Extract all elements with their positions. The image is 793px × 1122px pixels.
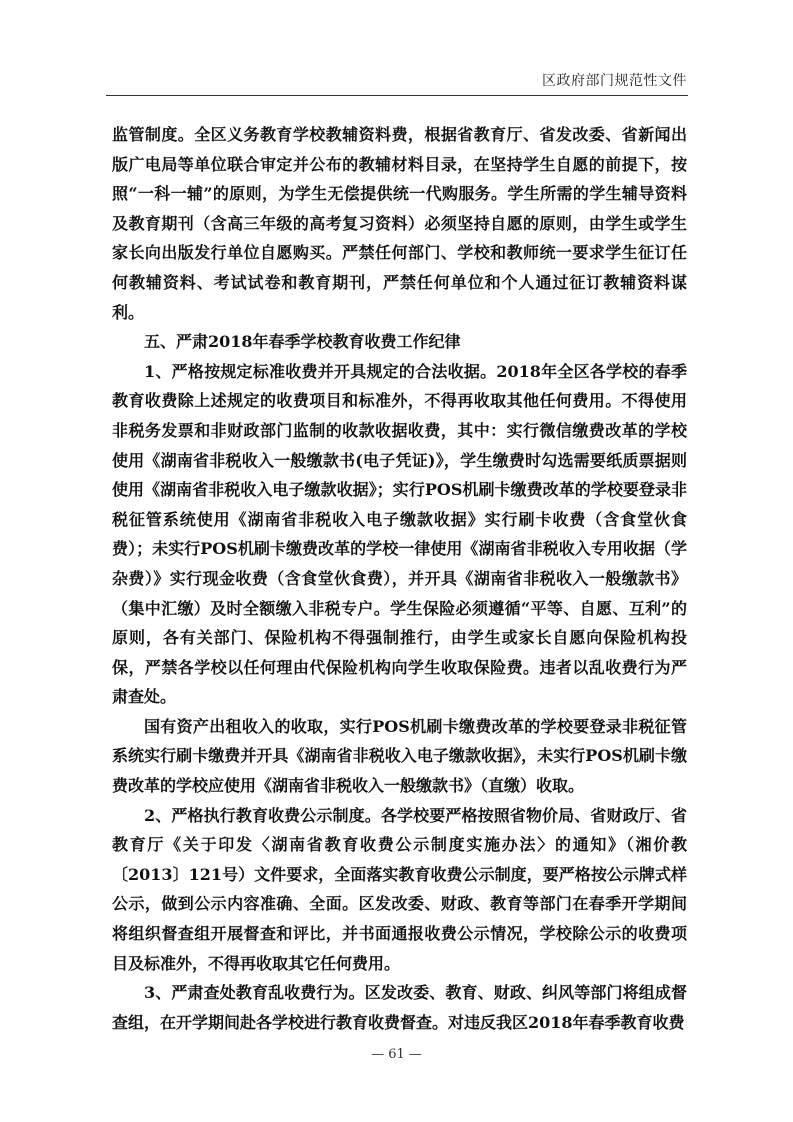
paragraph-3: 2、严格执行教育收费公示制度。各学校要严格按照省物价局、省财政厅、省教育厅《关于印发〈湖南省教育收费公示制度实施办法〉的通知》（湘价教〔2013〕121号）文件要求，全面落实教育收费公示制度，要严格按公示牌式样公示，做到公示内容准确、全面。区发改委、财政、教育等部门在春季开学期间将组织督查组开展督查和评比，并书面通报收费公示情况，学校除公示的收费项目及标准外，不得再收取其它任何费用。: [112, 805, 687, 973]
running-title: 区政府部门规范性文件: [542, 73, 687, 89]
paragraph-continued: 监管制度。全区义务教育学校教辅资料费，根据省教育厅、省发改委、省新闻出版广电局等单位联合审定并公布的教辅材料目录，在坚持学生自愿的前提下，按照“一科一辅”的原则，为学生无偿提供统一代购服务。学生所需的学生辅导资料及教育期刊（含高三年级的高考复习资料）必须坚持自愿的原则，由学生或学生家长向出版发行单位自愿购买。严禁任何部门、学校和教师统一要求学生征订任何教辅资料、考试试卷和教育期刊，严禁任何单位和个人通过征订教辅资料谋利。: [112, 125, 687, 322]
page-number: — 61 —: [371, 1047, 422, 1062]
document-body: [112, 120, 687, 1037]
paragraph-2: 国有资产出租收入的收取，实行POS机刷卡缴费改革的学校要登录非税征管系统实行刷卡缴费并开具《湖南省非税收入电子缴款收据》，未实行POS机刷卡缴费改革的学校应使用《湖南省非税收入一般缴款书》（直缴）收取。: [112, 716, 687, 796]
section-heading: 五、严肃2018年春季学校教育收费工作纪律: [144, 332, 461, 352]
header-rule: [106, 95, 688, 96]
paragraph-1: 1、严格按规定标准收费并开具规定的合法收据。2018年全区各学校的春季教育收费除上述规定的收费项目和标准外，不得再收取其他任何费用。不得使用非税务发票和非财政部门监制的收款收据收费，其中：实行微信缴费改革的学校使用《湖南省非税收入一般缴款书(电子凭证)》，学生缴费时勾选需要纸质票据则使用《湖南省非税收入电子缴款收据》；实行POS机刷卡缴费改革的学校要登录非税征管系统使用《湖南省非税收入电子缴款收据》实行刷卡收费（含食堂伙食费）；未实行POS机刷卡缴费改革的学校一律使用《湖南省非税收入专用收据（学杂费）》实行现金收费（含食堂伙食费），并开具《湖南省非税收入一般缴款书》（集中汇缴）及时全额缴入非税专户。学生保险必须遵循“平等、自愿、互利”的原则，各有关部门、保险机构不得强制推行，由学生或家长自愿向保险机构投保，严禁各学校以任何理由代保险机构向学生收取保险费。违者以乱收费行为严肃查处。: [112, 361, 687, 707]
paragraph-4: 3、严肃查处教育乱收费行为。区发改委、教育、财政、纠风等部门将组成督查组，在开学期间赴各学校进行教育收费督查。对违反我区2018年春季教育收费: [112, 983, 687, 1032]
